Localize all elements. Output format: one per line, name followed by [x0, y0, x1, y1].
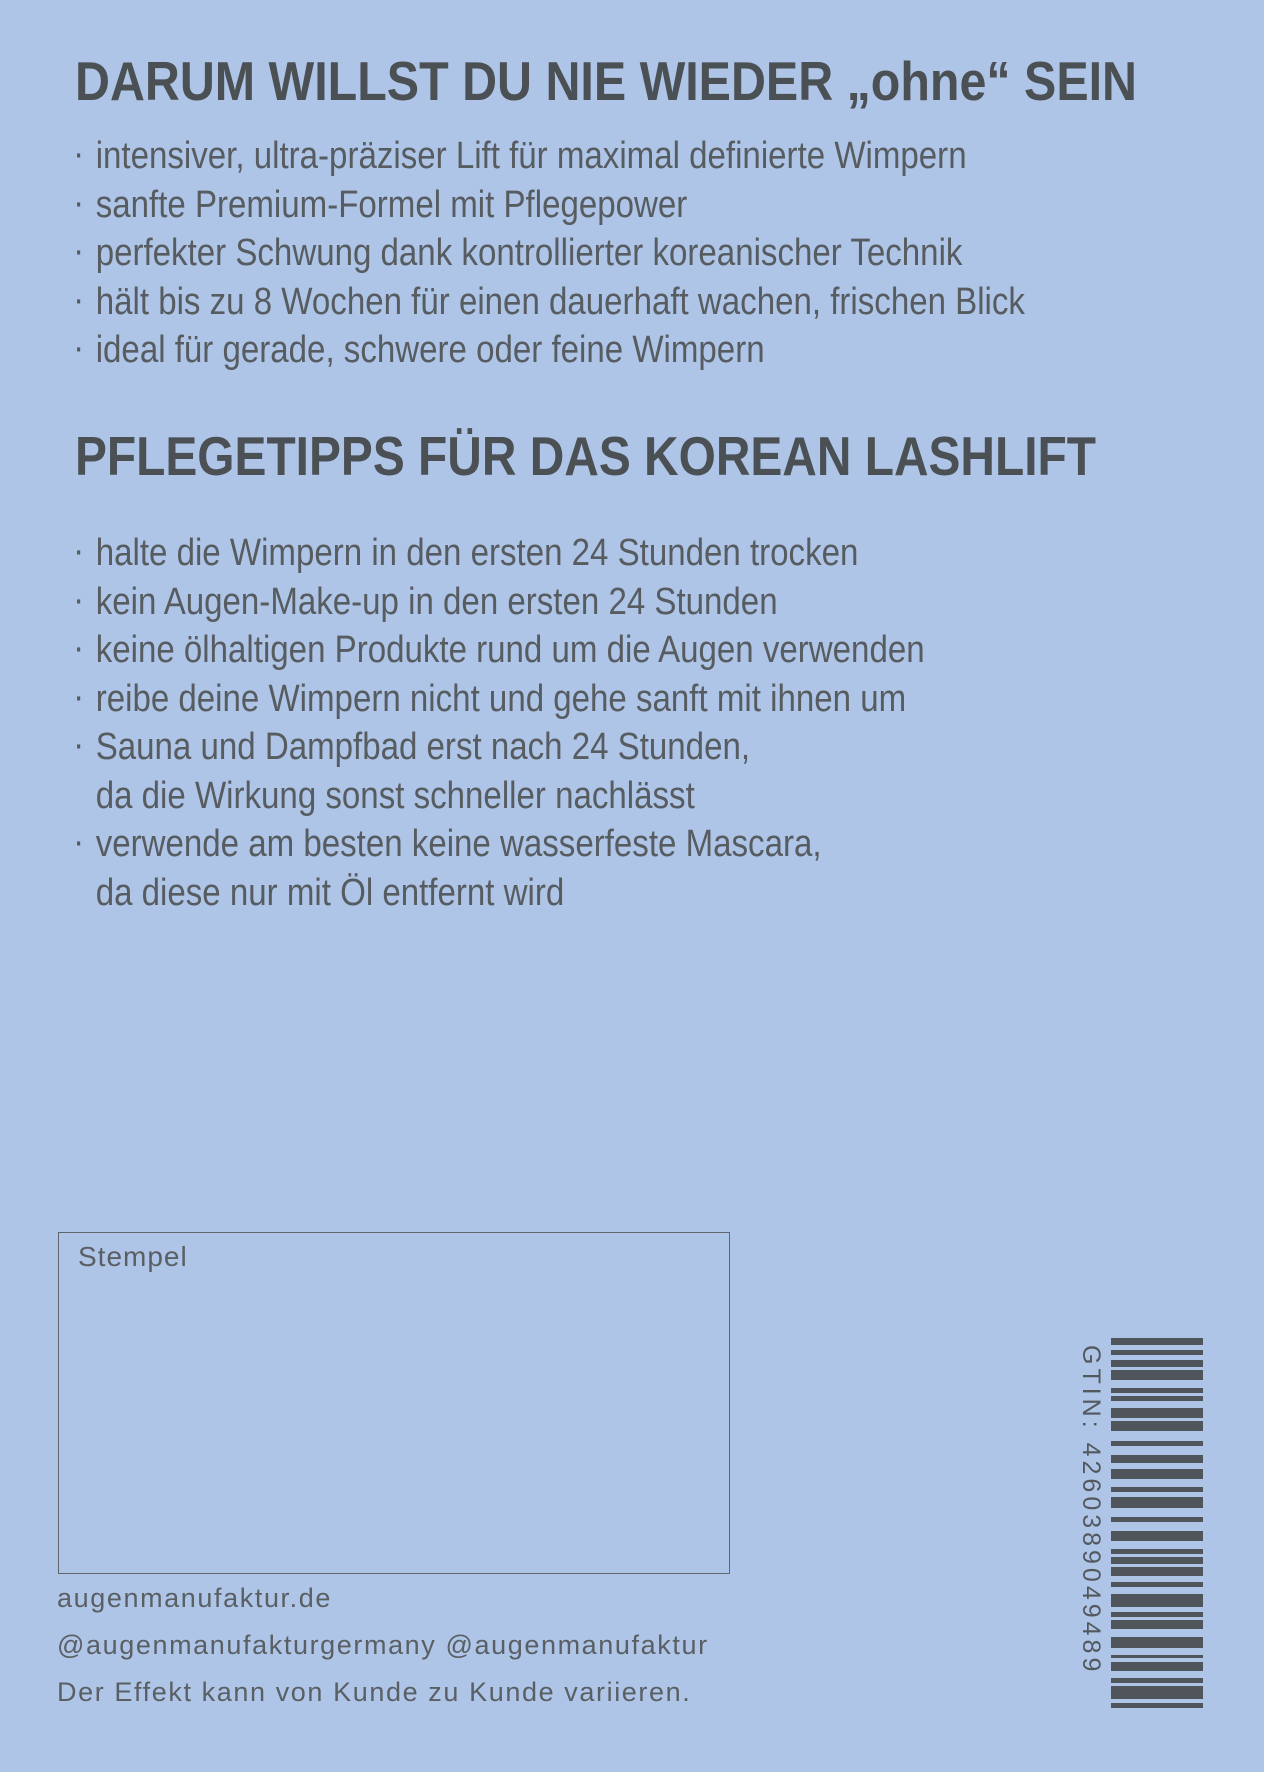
barcode-bar — [1111, 1678, 1203, 1683]
barcode-bar — [1111, 1360, 1203, 1367]
care-heading: PFLEGETIPPS FÜR DAS KOREAN LASHLIFT — [75, 425, 1096, 487]
bullet-dot: · — [73, 530, 85, 572]
list-item — [0, 578, 925, 627]
care-item-text: kein Augen-Make-up in den ersten 24 Stunden — [95, 580, 778, 623]
barcode-bar — [1111, 1582, 1203, 1587]
bullet-dot: · — [73, 578, 85, 621]
barcode-bar — [1111, 1497, 1203, 1508]
barcode-bar — [1111, 1517, 1203, 1522]
barcode-bar — [1111, 1531, 1203, 1541]
bullet-dot: · — [73, 181, 85, 224]
barcode-bar — [1111, 1487, 1203, 1492]
barcode-bar — [1111, 1703, 1203, 1708]
care-item-text: da die Wirkung sonst schneller nachlässt — [95, 774, 695, 817]
website-text: augenmanufaktur.de — [57, 1583, 332, 1613]
bullet-dot: · — [73, 724, 85, 766]
bullet-dot: · — [73, 133, 85, 175]
barcode-bar — [1111, 1620, 1203, 1629]
list-item — [0, 326, 1025, 375]
list-item-continuation — [0, 869, 925, 918]
barcode-bar — [1111, 1662, 1203, 1671]
care-item-text: halte die Wimpern in den ersten 24 Stunden trocken — [95, 532, 859, 574]
barcode-bar — [1111, 1557, 1203, 1564]
care-item-text: verwende am besten keine wasserfeste Mascara, — [95, 823, 822, 865]
barcode-bar — [1111, 1686, 1203, 1699]
stamp-label: Stempel — [78, 1241, 188, 1272]
benefits-list — [0, 132, 1025, 375]
list-item-continuation — [0, 772, 925, 821]
list-item — [0, 278, 1025, 327]
benefit-item-text: intensiver, ultra-präziser Lift für maximal definierte Wimpern — [95, 135, 967, 177]
disclaimer-text: Der Effekt kann von Kunde zu Kunde variieren. — [57, 1677, 692, 1707]
barcode-bar — [1111, 1396, 1203, 1401]
bullet-dot: · — [73, 675, 85, 718]
benefit-item-text: hält bis zu 8 Wochen für einen dauerhaft wachen, frischen Blick — [95, 280, 1025, 323]
care-item-text: keine ölhaltigen Produkte rund um die Augen verwenden — [95, 629, 925, 671]
bullet-dot: · — [73, 821, 85, 863]
list-item — [0, 820, 925, 869]
benefit-item-text: perfekter Schwung dank kontrollierter koreanischer Technik — [95, 232, 963, 274]
list-item — [0, 529, 925, 578]
barcode-bar — [1111, 1567, 1203, 1576]
barcode-bar — [1111, 1370, 1203, 1380]
care-item-text: da diese nur mit Öl entfernt wird — [95, 871, 565, 914]
social-handles-text: @augenmanufakturgermany @augenmanufaktur — [57, 1630, 709, 1660]
barcode-bar — [1111, 1612, 1203, 1617]
barcode-bar — [1111, 1350, 1203, 1355]
barcode-bar — [1111, 1408, 1203, 1418]
list-item — [0, 723, 925, 772]
stamp-box — [58, 1232, 730, 1574]
barcode-bar — [1111, 1455, 1203, 1463]
barcode-bar — [1111, 1549, 1203, 1554]
barcode-bar — [1111, 1637, 1203, 1648]
list-item — [0, 229, 1025, 278]
list-item — [0, 675, 925, 724]
barcode-bar — [1111, 1441, 1203, 1446]
barcode-bar — [1111, 1469, 1203, 1479]
care-tips-list — [0, 529, 925, 917]
barcode-gtin-text: GTIN: 4260389049489 — [1077, 1345, 1105, 1676]
barcode-bars — [1111, 1338, 1203, 1708]
barcode-bar — [1111, 1421, 1203, 1431]
care-item-text: reibe deine Wimpern nicht und gehe sanft mit ihnen um — [95, 677, 907, 720]
bullet-dot: · — [73, 230, 85, 272]
benefits-heading: DARUM WILLST DU NIE WIEDER „ohne“ SEIN — [75, 50, 1137, 112]
list-item — [0, 626, 925, 675]
barcode-bar — [1111, 1338, 1203, 1345]
list-item — [0, 181, 1025, 230]
barcode-bar — [1111, 1655, 1203, 1658]
list-item — [0, 132, 1025, 181]
benefit-item-text: sanfte Premium-Formel mit Pflegepower — [95, 183, 688, 226]
bullet-dot: · — [73, 278, 85, 321]
bullet-dot: · — [73, 327, 85, 369]
barcode-bar — [1111, 1388, 1203, 1393]
barcode-bar — [1111, 1594, 1203, 1607]
care-item-text: Sauna und Dampfbad erst nach 24 Stunden, — [95, 726, 751, 768]
benefit-item-text: ideal für gerade, schwere oder feine Wimpern — [95, 329, 765, 371]
bullet-dot: · — [73, 627, 85, 669]
